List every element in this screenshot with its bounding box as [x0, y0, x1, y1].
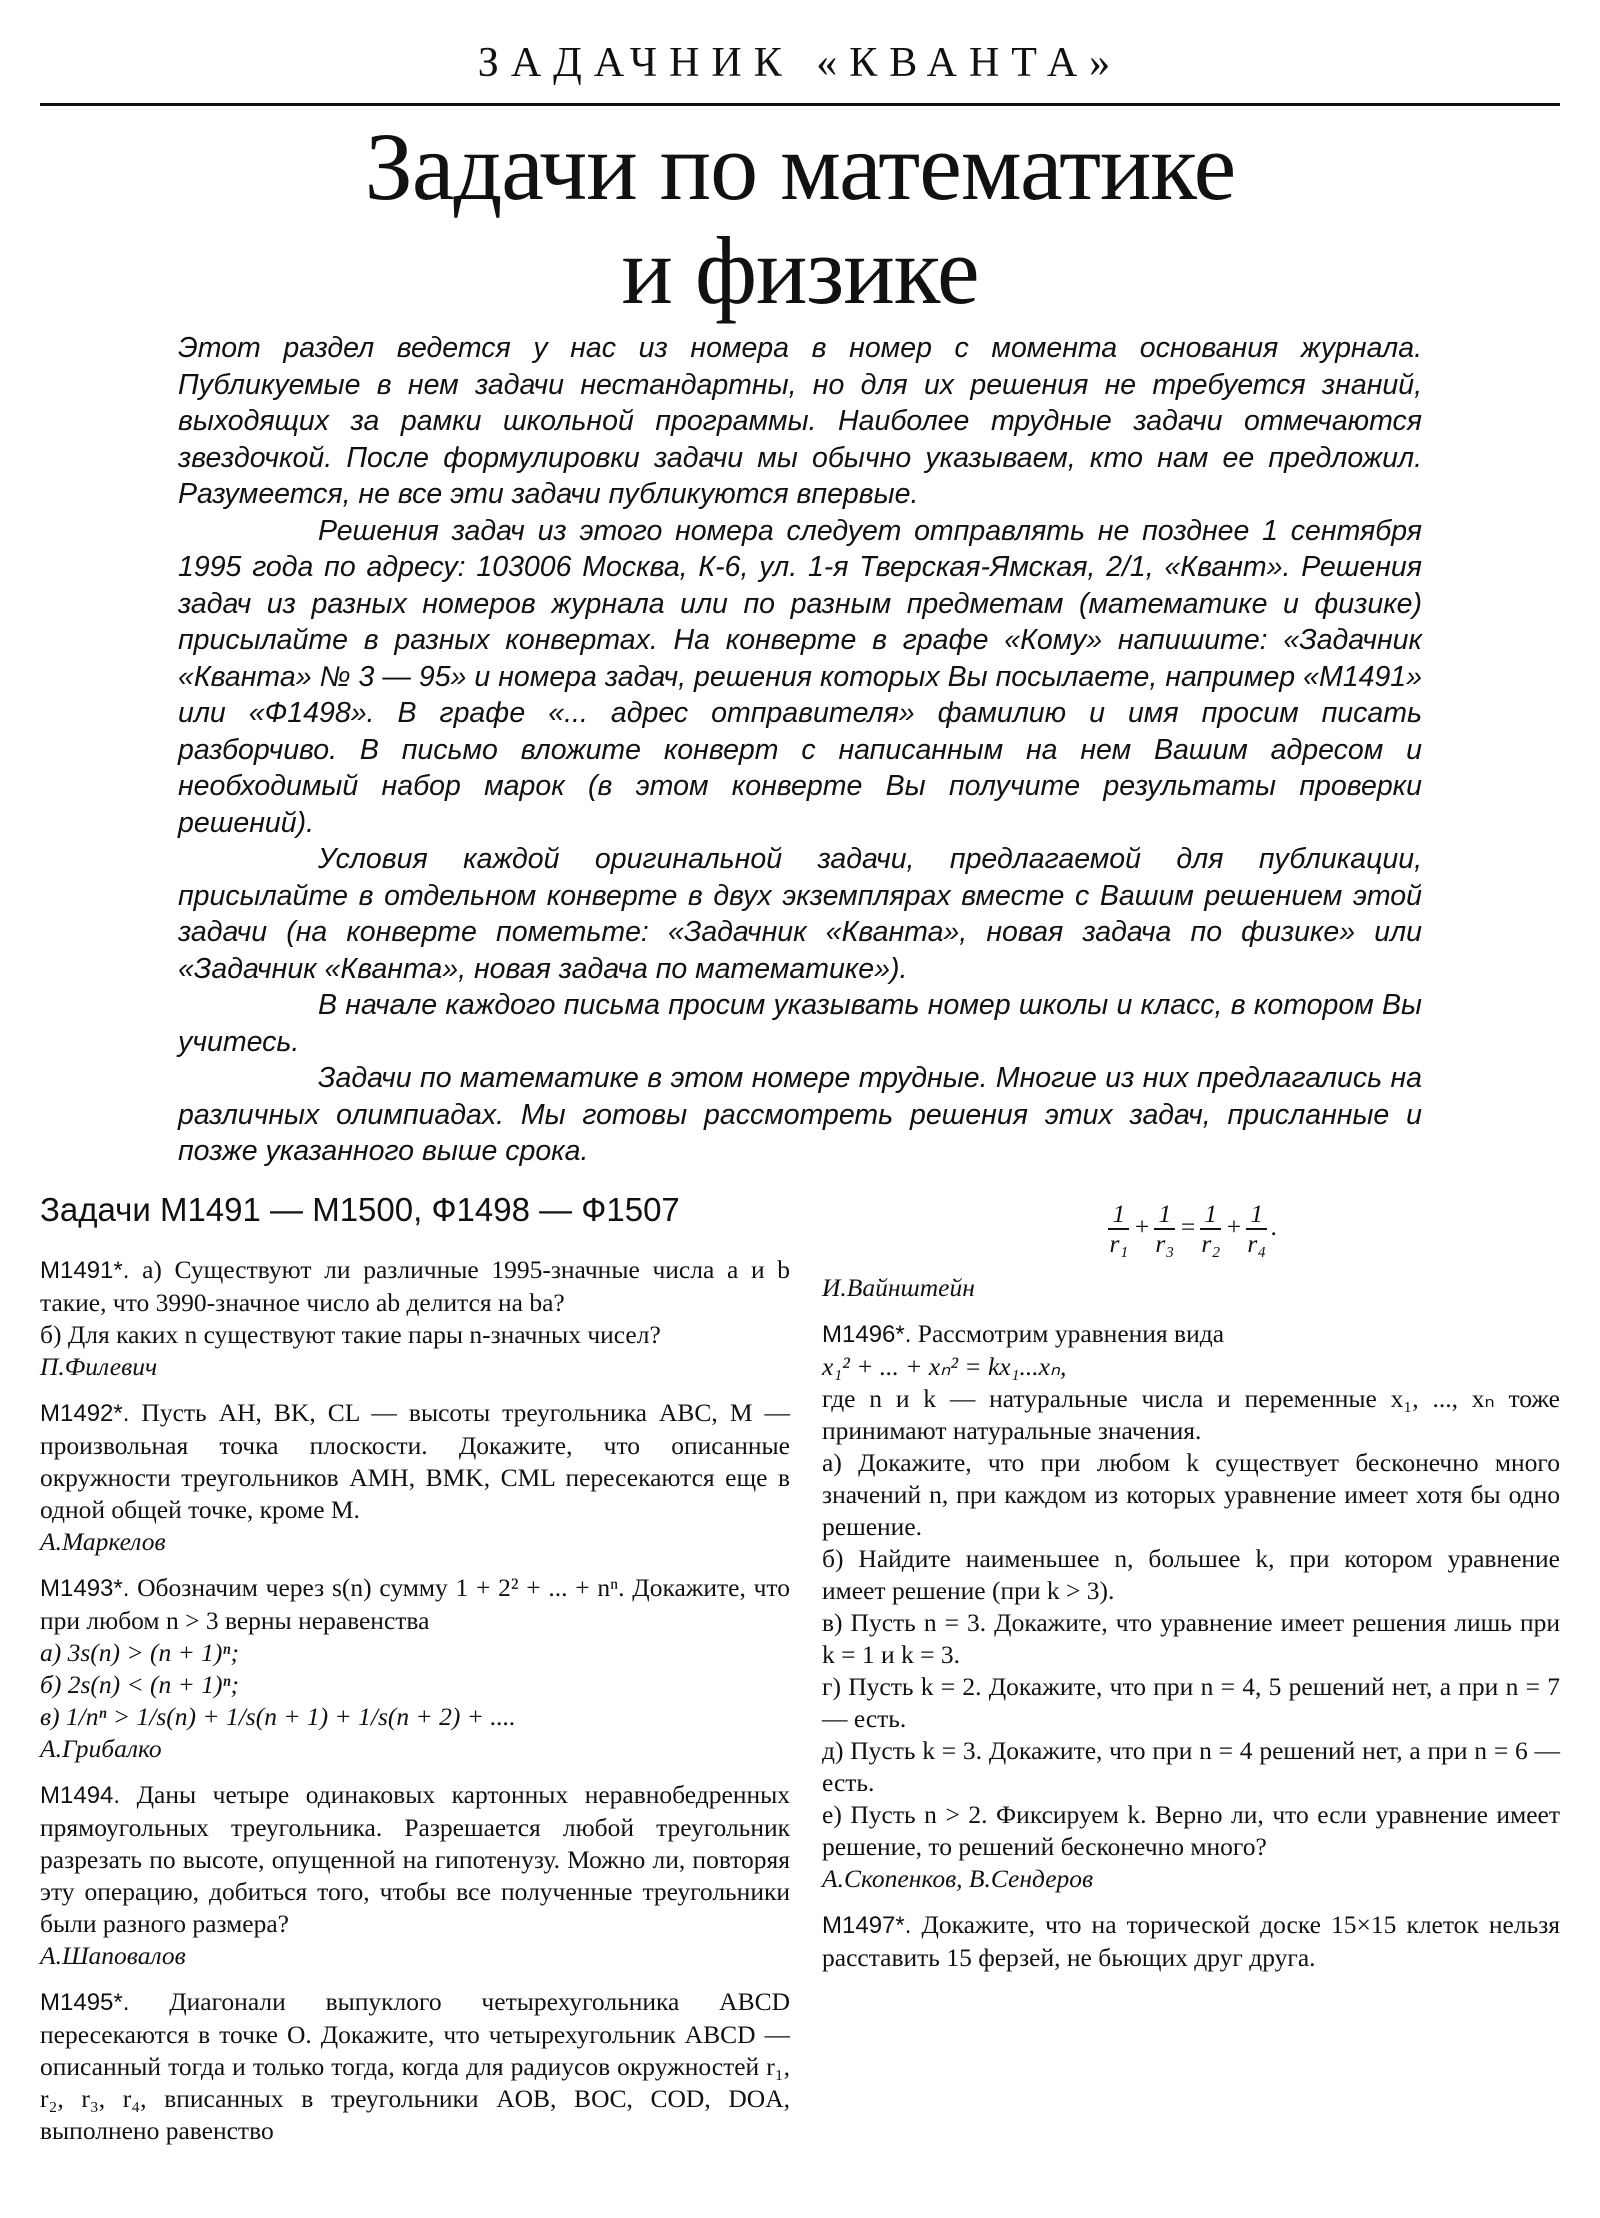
intro-text: [178, 330, 1422, 1170]
problem-id: М1494.: [40, 1782, 121, 1809]
title-line-2: и физике: [621, 217, 979, 324]
problem-part-f: е) Пусть n > 2. Фиксируем k. Верно ли, что если уравнение имеет решение, то решений бесконечно много?: [822, 1800, 1560, 1861]
problem-m1495: [40, 1986, 790, 2147]
problem-author: П.Филевич: [40, 1352, 158, 1381]
problem-id: М1493*.: [40, 1575, 130, 1602]
problem-m1497: [822, 1909, 1560, 1974]
problem-m1493: [40, 1572, 790, 1765]
problem-text: Обозначим через s(n) сумму 1 + 2² + ... + nⁿ. Докажите, что при любом n > 3 верны неравенства: [40, 1573, 790, 1635]
problem-text: Докажите, что на торической доске 15×15 клеток нельзя расставить 15 ферзей, не бьющих друг друга.: [822, 1910, 1561, 1972]
problem-part-c: в) Пусть n = 3. Докажите, что уравнение имеет решения лишь при k = 1 и k = 3.: [822, 1608, 1560, 1669]
fraction: $\frac{1}{\text{r₃}}$: [1155, 1199, 1175, 1258]
section-heading: Задачи М1491 — М1500, Ф1498 — Ф1507: [40, 1191, 680, 1228]
problem-author: И.Вайнштейн: [822, 1273, 975, 1302]
problem-text: Диагонали выпуклого четырехугольника ABCD пересекаются в точке O. Докажите, что четырехугольник ABCD — описанный тогда и только тогда, когда для радиусов окружностей r₁, r₂, r₃, r₄, вписанных в треугольники AOB, BOC, COD, DOA, выполнено равенство: [40, 1987, 790, 2145]
problem-part-a: а) Существуют ли различные 1995-значные числа a и b такие, что 3990-значное число ab делится на ba?: [40, 1255, 791, 1317]
title-line-1: Задачи по математике: [364, 113, 1236, 220]
problem-m1492: [40, 1397, 790, 1558]
problem-author: А.Шаповалов: [40, 1941, 186, 1970]
fraction: $\frac{1}{\text{r₂}}$: [1201, 1199, 1221, 1258]
problem-m1494: [40, 1779, 790, 1972]
problem-author: А.Грибалко: [40, 1734, 162, 1763]
problem-id: М1495*.: [40, 1989, 130, 2016]
problem-id: М1497*.: [822, 1912, 912, 1939]
problem-id: М1492*.: [40, 1400, 130, 1427]
problem-part-a: а) Докажите, что при любом k существует бесконечно много значений n, при каждом из которых уравнение имеет хотя бы одно решение.: [822, 1448, 1560, 1541]
fraction: $\frac{1}{\text{r₁}}$: [1109, 1199, 1129, 1258]
rubric-header: ЗАДАЧНИК «КВАНТА»: [477, 40, 1123, 86]
intro-paragraph: Решения задач из этого номера следует отправлять не позднее 1 сентября 1995 года по адресу: 103006 Москва, К-6, ул. 1-я Тверская-Ямская, 2/1, «Квант». Решения задач из разных номеров журнала или по разным предметам (математике и физике) присылайте в разных конвертах. На конверте в графе «Кому» напишите: «Задачник «Кванта» № 3 — 95» и номера задач, решения которых Вы посылаете, например «М1491» или «Ф1498». В графе «... адрес отправителя» фамилию и имя просим писать разборчиво. В письмо вложите конверт с написанным на нем Вашим адресом и необходимый набор марок (в этом конверте Вы получите результаты проверки решений).: [178, 514, 1422, 839]
problem-m1495-formula: [822, 1200, 1560, 1304]
problem-part-e: д) Пусть k = 3. Докажите, что при n = 4 решений нет, а при n = 6 — есть.: [822, 1736, 1560, 1797]
problem-m1496: [822, 1318, 1560, 1895]
problem-m1491: [40, 1254, 790, 1383]
fraction: $\frac{1}{\text{r₄}}$: [1247, 1199, 1267, 1258]
intro-paragraph: Этот раздел ведется у нас из номера в номер с момента основания журнала. Публикуемые в нем задачи нестандартны, но для их решения не требуется знаний, выходящих за рамки школьной программы. Наиболее трудные задачи отмечаются звездочкой. После формулировки задачи мы обычно указываем, кто нам ее предложил. Разумеется, не все эти задачи публикуются впервые.: [178, 332, 1422, 510]
page-title: [40, 115, 1560, 323]
right-column: [822, 1186, 1560, 1988]
problem-author: А.Скопенков, В.Сендеров: [822, 1864, 1094, 1893]
problem-part-b: б) Найдите наименьшее n, большее k, при котором уравнение имеет решение (при k > 3).: [822, 1544, 1560, 1605]
problem-author: А.Маркелов: [40, 1527, 166, 1556]
problem-part-a: а) 3s(n) > (n + 1)ⁿ;: [40, 1638, 239, 1667]
problem-part-b: б) 2s(n) < (n + 1)ⁿ;: [40, 1670, 240, 1699]
problem-text: Рассмотрим уравнения вида: [917, 1319, 1225, 1348]
intro-paragraph: В начале каждого письма просим указывать номер школы и класс, в котором Вы учитесь.: [178, 989, 1422, 1058]
problem-formula: x₁² + ... + xₙ² = kx₁...xₙ,: [822, 1352, 1067, 1381]
problem-part-b: б) Для каких n существуют такие пары n-значных чисел?: [40, 1320, 661, 1349]
problem-id: М1491*.: [40, 1257, 130, 1284]
header-rule: [40, 103, 1560, 106]
problem-part-c: в) 1/nⁿ > 1/s(n) + 1/s(n + 1) + 1/s(n + 2) + ....: [40, 1702, 516, 1731]
intro-paragraph: Условия каждой оригинальной задачи, предлагаемой для публикации, присылайте в отдельном конверте в двух экземплярах вместе с Вашим решением этой задачи (на конверте пометьте: «Задачник «Кванта», новая задача по физике» или «Задачник «Кванта», новая задача по математике»).: [178, 843, 1422, 985]
fraction-equation: $\frac{1}{\text{r₁}}$ + $\frac{1}{\text{r₃}}$ = $\frac{1}{\text{r₂}}$ + $\frac{1}{\text{r₄}}$ .: [1109, 1199, 1278, 1258]
problem-text: Пусть AH, BK, CL — высоты треугольника ABC, M — произвольная точка плоскости. Докажите, что описанные окружности треугольников AMH, BMK, CML пересекаются еще в одной общей точке, кроме M.: [40, 1398, 791, 1524]
problem-text-2: где n и k — натуральные числа и переменные x₁, ..., xₙ тоже принимают натуральные значения.: [822, 1384, 1560, 1445]
problem-id: М1496*.: [822, 1321, 912, 1348]
left-column: [40, 1190, 790, 2161]
problem-part-d: г) Пусть k = 2. Докажите, что при n = 4, 5 решений нет, а при n = 7 — есть.: [822, 1672, 1560, 1733]
problem-text: Даны четыре одинаковых картонных неравнобедренных прямоугольных треугольника. Разрешается любой треугольник разрезать по высоте, опущенной на гипотенузу. Можно ли, повторяя эту операцию, добиться того, чтобы все полученные треугольники были разного размера?: [40, 1780, 790, 1938]
intro-paragraph: Задачи по математике в этом номере трудные. Многие из них предлагались на различных олимпиадах. Мы готовы рассмотреть решения этих задач, присланные и позже указанного выше срока.: [178, 1062, 1422, 1167]
